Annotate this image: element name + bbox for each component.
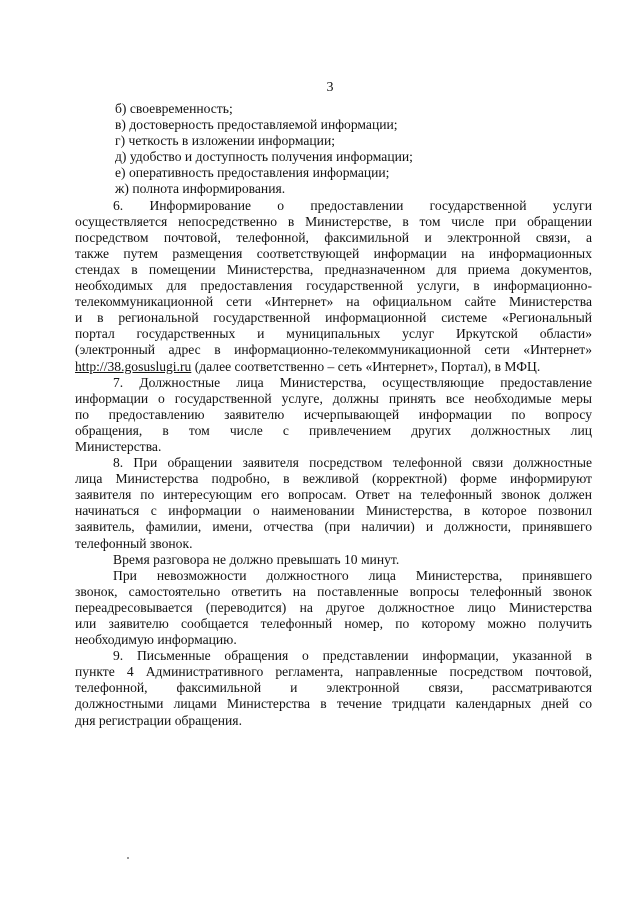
quality-criteria-list [75, 101, 592, 198]
document-body [75, 101, 592, 729]
paragraph-line: и в региональной государственной информационной системе «Региональный [75, 310, 592, 326]
paragraph-line: 7. Должностные лица Министерства, осуществляющие предоставление [113, 374, 592, 390]
list-item: г) четкость в изложении информации; [115, 133, 335, 149]
paragraph-line: необходимых для предоставления государственной услуги, в информационно- [75, 278, 592, 294]
paragraph-line: или заявителю сообщается телефонный номер, по которому можно получить [75, 616, 592, 631]
paragraph-line: 9. Письменные обращения о представлении информации, указанной в [113, 648, 592, 664]
paragraph-6 [75, 198, 592, 375]
paragraph-line: должностными лицами Министерства в течение тридцати календарных дней со [75, 696, 592, 712]
paragraph-9 [75, 648, 592, 728]
paragraph-line: Время разговора не должно превышать 10 минут. [113, 551, 400, 567]
paragraph-7 [75, 375, 592, 455]
paragraph-line: При невозможности должностного лица Министерства, принявшего [113, 567, 592, 583]
paragraph-line: обращения, в том числе с привлечением других должностных лиц [75, 422, 592, 438]
paragraph-line: заявителя по интересующим его вопросам. Ответ на телефонный звонок должен [75, 487, 592, 503]
list-item: в) достоверность предоставляемой информации; [115, 117, 398, 133]
list-item: д) удобство и доступность получения информации; [115, 149, 413, 165]
paragraph-line: заявитель, фамилии, имени, отчества (при наличии) и должности, принявшего [75, 519, 592, 535]
paragraph-line: 6. Информирование о предоставлении государственной услуги [113, 197, 592, 213]
list-item: е) оперативность предоставления информации; [115, 165, 390, 181]
paragraph-line: портал государственных и муниципальных услуг Иркутской области» [75, 326, 592, 342]
paragraph-line: посредством почтовой, телефонной, факсимильной и электронной связи, а [75, 229, 592, 245]
paragraph-line: Министерства. [75, 438, 162, 454]
paragraph-call-time [75, 552, 592, 568]
paragraph-line-tail: (далее соответственно – сеть «Интернет», Портал), в МФЦ. [191, 358, 541, 374]
paragraph-line: дня регистрации обращения. [75, 712, 242, 728]
paragraph-line: стендах в помещении Министерства, предназначенном для приема документов, [75, 261, 592, 277]
gosuslugi-link[interactable]: http://38.gosuslugi.ru [75, 358, 192, 374]
paragraph-line: также путем размещения соответствующей информации на информационных [75, 245, 592, 261]
paragraph-line: телефонный звонок. [75, 535, 193, 551]
paragraph-line: пункте 4 Административного регламента, направленные посредством почтовой, [75, 664, 592, 680]
paragraph-redirect [75, 568, 592, 648]
paragraph-line: переадресовывается (переводится) на другое должностное лицо Министерства [75, 599, 592, 615]
paragraph-8 [75, 455, 592, 552]
paragraph-line: начинаться с информации о наименовании Министерства, в которое позвонил [75, 503, 592, 519]
paragraph-line: телефонной, факсимильной и электронной связи, рассматриваются [75, 680, 592, 696]
list-item: ж) полнота информирования. [115, 181, 286, 197]
paragraph-line: осуществляется непосредственно в Министерстве, в том числе при обращении [75, 213, 592, 229]
paragraph-line: информации о государственной услуге, должны принять все необходимые меры [75, 390, 592, 406]
scan-speck [127, 857, 129, 859]
paragraph-line: звонок, самостоятельно ответить на поставленные вопросы телефонный звонок [75, 583, 592, 599]
paragraph-line: телекоммуникационной сети «Интернет» на официальном сайте Министерства [75, 294, 592, 310]
paragraph-line: 8. При обращении заявителя посредством телефонной связи должностные [113, 455, 592, 471]
page-number: 3 [326, 80, 334, 95]
paragraph-line: лица Министерства подробно, в вежливой (корректной) форме информируют [75, 471, 592, 487]
paragraph-line: (электронный адрес в информационно-телекоммуникационной сети «Интернет» [75, 342, 592, 358]
paragraph-line: по предоставлению заявителю исчерпывающей информации по вопросу [75, 406, 592, 422]
paragraph-line: необходимую информацию. [75, 632, 237, 648]
paragraph-line [75, 359, 592, 375]
list-item: б) своевременность; [115, 101, 233, 116]
